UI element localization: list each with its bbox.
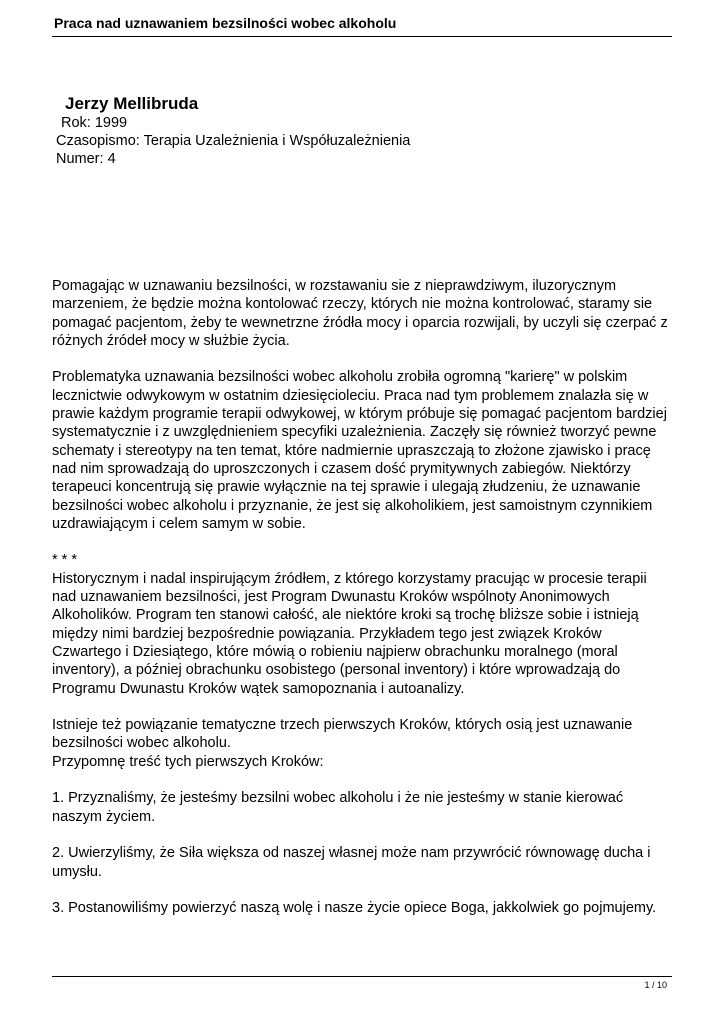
- article-year: Rok: 1999: [61, 115, 128, 131]
- step-3: 3. Postanowiliśmy powierzyć naszą wolę i nasze życie opiece Boga, jakkolwiek go pojmujemy.: [52, 900, 657, 917]
- page-number: 1 / 10: [644, 980, 667, 990]
- paragraph-gap: [52, 533, 692, 551]
- footer-divider: [52, 976, 672, 977]
- paragraph-1: Pomagając w uznawaniu bezsilności, w rozstawaniu sie z nieprawdziwym, iluzorycznym marzeniem, że będzie można kontolować rzeczy, których nie można kontrolować, staramy sie pomagać pacjentom, żeby te wewnetrzne źródła mocy i oparcia rozwijali, by uczyli się czerpać z różnych źródeł mocy w służbie życia.: [52, 278, 668, 349]
- paragraph-gap: [52, 771, 692, 789]
- step-1: 1. Przyznaliśmy, że jesteśmy bezsilni wobec alkoholu i że nie jesteśmy w stanie kierować naszym życiem.: [52, 790, 624, 825]
- paragraph-2: Problematyka uznawania bezsilności wobec alkoholu zrobiła ogromną "karierę" w polskim lecznictwie odwykowym w ostatnim dziesięcioleciu. Praca nad tym problemem znalazła się w prawie każdym programie terapii odwykowej, w którym próbuje się pomagać pacjentom bardziej systematycznie i z uwzględnieniem specyfiki uzależnienia. Zaczęły się również tworzyć pewne schematy i stereotypy na ten temat, które nadmiernie upraszczają to złożone zjawisko i pracę nad nim sprowadzają do uproszczonych i czasem dość prymitywnych zabiegów. Niektórzy terapeuci koncentrują się prawie wyłącznie na tej sprawie i ulegają złudzeniu, że uznawanie bezsilności wobec alkoholu i przyznanie, że jest się alkoholikiem, jest samoistnym czynnikiem uzdrawiającym i celem samym w sobie.: [52, 369, 667, 532]
- paragraph-gap: [52, 698, 692, 716]
- step-2: 2. Uwierzyliśmy, że Siła większa od naszej własnej może nam przywrócić równowagę ducha i umysłu.: [52, 845, 651, 880]
- paragraph-gap: [52, 826, 692, 844]
- paragraph-gap: [52, 350, 692, 368]
- paragraph-gap: [52, 881, 692, 899]
- article-author: Jerzy Mellibruda: [65, 94, 199, 113]
- header-divider: [52, 36, 672, 37]
- article-issue: Numer: 4: [56, 151, 116, 167]
- paragraph-5: Przypomnę treść tych pierwszych Kroków:: [52, 753, 324, 770]
- article-body: [52, 277, 692, 917]
- article-metadata: [56, 114, 410, 168]
- paragraph-3: Historycznym i nadal inspirującym źródłem, z którego korzystamy pracując w procesie terapii nad uznawaniem bezsilności, jest Program Dwunastu Kroków wspólnoty Anonimowych Alkoholików. Program ten stanowi całość, ale niektóre kroki są trochę bliższe sobie i istnieją między nimi bardziej bezpośrednie powiązania. Przykładem tego jest związek Kroków Czwartego i Dziesiątego, które mówią o robieniu najpierw obrachunku moralnego (moral inventory), a później obrachunku osobistego (personal inventory) i które wprowadzają do Programu Dwunastu Kroków wątek samopoznania i autoanalizy.: [52, 570, 647, 697]
- page-header-title: Praca nad uznawaniem bezsilności wobec alkoholu: [54, 15, 397, 31]
- section-separator: * * *: [52, 552, 77, 569]
- article-journal: Czasopismo: Terapia Uzależnienia i Współuzależnienia: [56, 133, 411, 149]
- paragraph-4: Istnieje też powiązanie tematyczne trzech pierwszych Kroków, których osią jest uznawanie bezsilności wobec alkoholu.: [52, 717, 633, 752]
